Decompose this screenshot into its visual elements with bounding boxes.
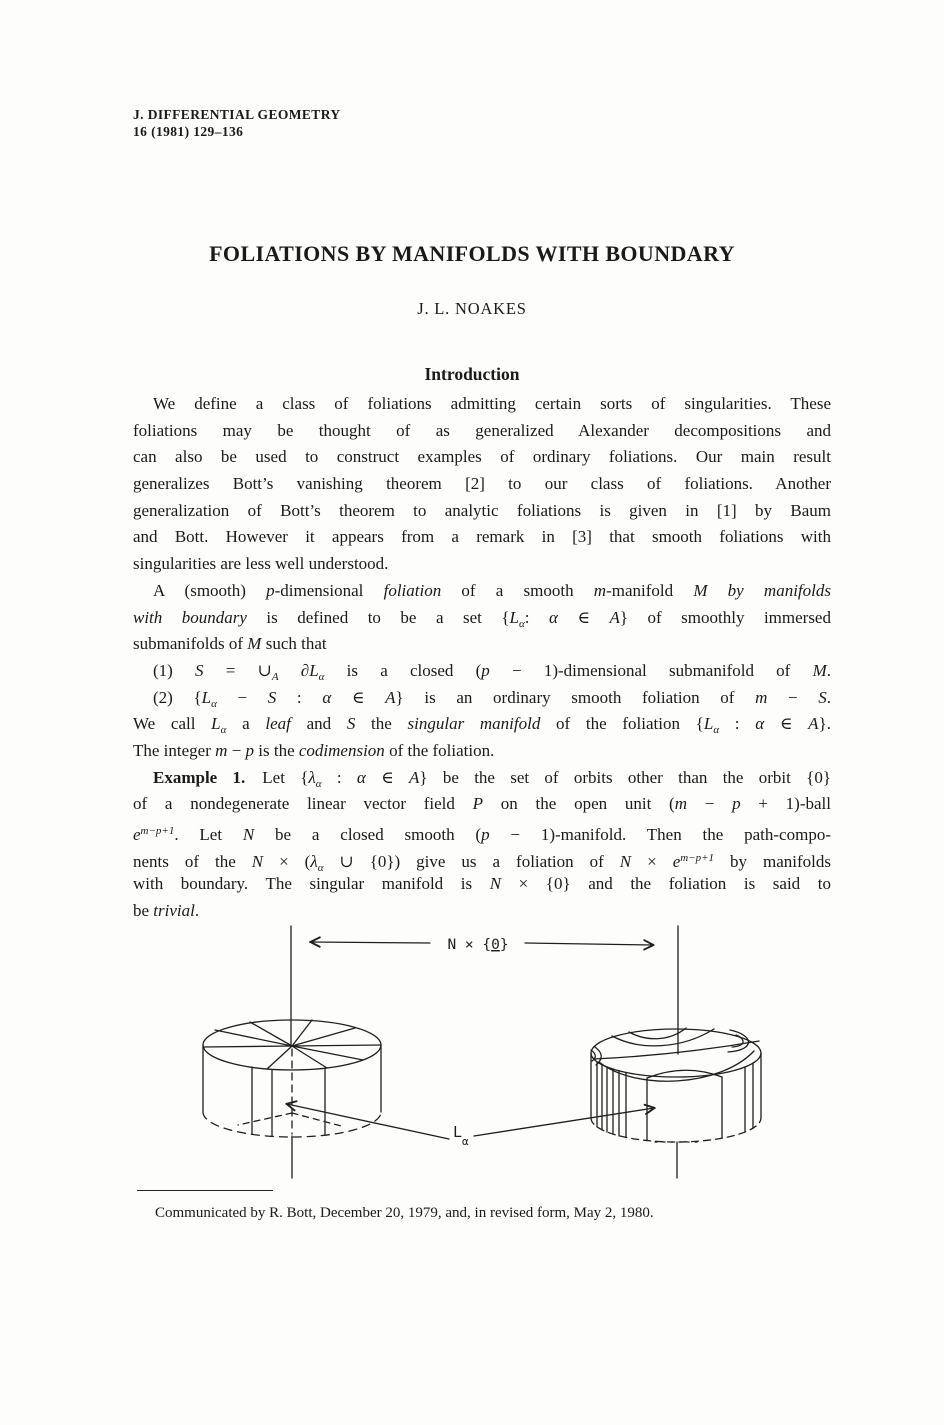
text-line: can also be used to construct examples of ordinary foliations. Our main result bbox=[133, 447, 831, 467]
figure-top-label: N × {0} bbox=[447, 937, 509, 953]
text-line: with boundary is defined to be a set {$L_\alpha$: α ∈ A} of smoothly immersed bbox=[133, 607, 831, 630]
text-line: singularities are less well understood. bbox=[133, 554, 389, 574]
leaf-label: $L_\alpha$ bbox=[453, 1123, 469, 1148]
text-line: submanifolds of M such that bbox=[133, 634, 327, 654]
text-line: nents of the $N \times (\lambda_\alpha$ ∪ {0}) give us a foliation of $N \times e^{m-p+1}$ by manifolds bbox=[133, 851, 831, 874]
section-heading-introduction: Introduction bbox=[424, 364, 520, 384]
text-line: and Bott. However it appears from a remark in [3] that smooth foliations with bbox=[133, 527, 831, 547]
text-line: A (smooth) p-dimensional foliation of a smooth m-manifold M by manifolds bbox=[153, 580, 831, 600]
footnote-communicated: Communicated by R. Bott, December 20, 1979, and, in revised form, May 2, 1980. bbox=[155, 1205, 654, 1221]
text-line: The integer m − p is the codimension of the foliation. bbox=[133, 740, 495, 760]
leaf-arrow-left bbox=[287, 1104, 449, 1139]
journal-name: J. DIFFERENTIAL GEOMETRY bbox=[133, 107, 341, 122]
text-line: of a nondegenerate linear vector field P on the open unit (m − p + 1)-ball bbox=[133, 794, 831, 814]
text-line: We define a class of foliations admitting certain sorts of singularities. These bbox=[153, 394, 831, 413]
text-line: generalization of Bott’s theorem to analytic foliations is given in [1] by Baum bbox=[133, 500, 831, 520]
axis-line-left bbox=[291, 926, 292, 1178]
article-body bbox=[133, 391, 831, 925]
figure-foliation-diagram bbox=[133, 920, 843, 1185]
text-line: be trivial. bbox=[133, 901, 200, 921]
text-line: (1) $S = \cup_A$ $\partial L_\alpha$ is a closed (p − 1)-dimensional submanifold of M. bbox=[153, 660, 831, 683]
span-arrow-right bbox=[525, 943, 653, 945]
journal-volume-pages: 16 (1981) 129–136 bbox=[133, 124, 244, 139]
leaf-arrow-right bbox=[474, 1108, 654, 1136]
span-arrow-left bbox=[311, 942, 430, 943]
text-line: (2) {$L_\alpha - S$ : α ∈ A} is an ordinary smooth foliation of m − S. bbox=[153, 687, 831, 710]
text-line: foliations may be thought of as generalized Alexander decompositions and bbox=[133, 420, 831, 440]
text-line: $e^{m-p+1}$. Let N be a closed smooth (p − 1)-manifold. Then the path-compo- bbox=[133, 825, 831, 844]
text-line: with boundary. The singular manifold is N × {0} and the foliation is said to bbox=[133, 874, 831, 894]
journal-header bbox=[133, 106, 341, 140]
foliation-figure-svg bbox=[133, 920, 843, 1185]
right-cylinder bbox=[591, 1028, 761, 1142]
footnote-rule bbox=[137, 1190, 273, 1191]
paper-author: J. L. NOAKES bbox=[417, 299, 527, 318]
text-line: Example 1. Let {$\lambda_\alpha$ : α ∈ A} be the set of orbits other than the orbit {0} bbox=[153, 767, 831, 790]
text-line: generalizes Bott’s vanishing theorem [2] to our class of foliations. Another bbox=[133, 474, 831, 494]
paper-title: FOLIATIONS BY MANIFOLDS WITH BOUNDARY bbox=[209, 241, 735, 266]
text-line: We call $L_\alpha$ a leaf and S the singular manifold of the foliation {$L_\alpha$ : α ∈ A}. bbox=[133, 714, 831, 737]
